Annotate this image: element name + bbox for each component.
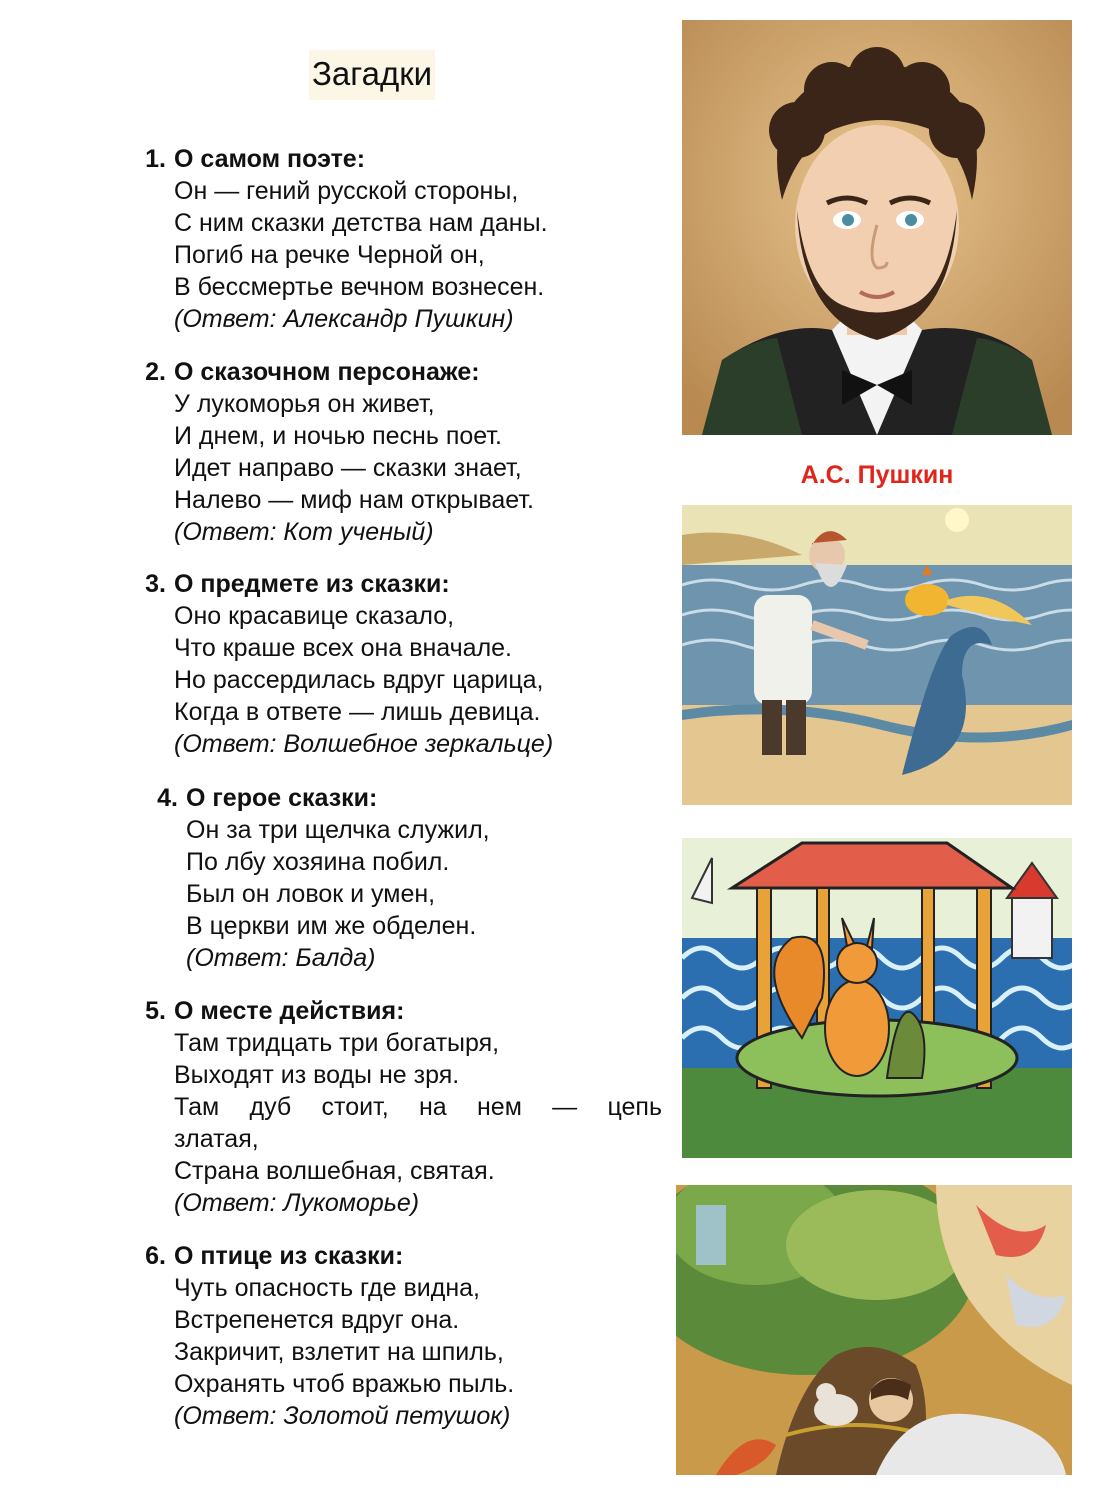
riddle-line: Оно красавице сказало, [174, 602, 455, 630]
riddle-line: Идет направо — сказки знает, [174, 454, 522, 482]
riddle-line: Он — гений русской стороны, [174, 177, 519, 205]
riddle-answer: (Ответ: Балда) [186, 944, 376, 972]
riddle-answer: (Ответ: Кот ученый) [174, 518, 434, 546]
riddle-line: В бессмертье вечном вознесен. [174, 273, 545, 301]
riddle-line: Страна волшебная, святая. [174, 1157, 495, 1185]
riddle-answer: (Ответ: Лукоморье) [174, 1189, 420, 1217]
riddle-heading: О месте действия: [174, 997, 405, 1025]
riddle-line: Когда в ответе — лишь девица. [174, 698, 541, 726]
riddle-line: Погиб на речке Черной он, [174, 241, 485, 269]
riddle-2 [145, 356, 714, 548]
riddle-4 [157, 782, 726, 974]
riddle-answer: (Ответ: Александр Пушкин) [174, 305, 514, 333]
riddle-number: 5. [145, 997, 166, 1025]
riddle-heading: О птице из сказки: [174, 1242, 404, 1270]
riddle-line: Закричит, взлетит на шпиль, [174, 1338, 504, 1366]
page-title: Загадки [309, 50, 435, 100]
riddle-3 [145, 568, 714, 760]
riddle-line: Но рассердилась вдруг царица, [174, 666, 544, 694]
goldfish-illustration [682, 505, 1072, 805]
riddle-line: златая, [174, 1125, 259, 1153]
portrait-caption: А.С. Пушкин [800, 461, 954, 489]
riddle-heading: О герое сказки: [186, 784, 378, 812]
pushkin-portrait [682, 20, 1072, 435]
riddle-number: 6. [145, 1242, 166, 1270]
riddle-number: 4. [157, 784, 178, 812]
riddle-line: С ним сказки детства нам даны. [174, 209, 548, 237]
riddle-line: По лбу хозяина побил. [186, 848, 450, 876]
riddle-number: 2. [145, 358, 166, 386]
riddle-1 [145, 143, 714, 335]
riddle-number: 1. [145, 145, 166, 173]
riddle-line: Там тридцать три богатыря, [174, 1029, 500, 1057]
riddle-5 [145, 995, 714, 1219]
riddle-number: 3. [145, 570, 166, 598]
riddle-line: Что краше всех она вначале. [174, 634, 513, 662]
riddle-line: В церкви им же обделен. [186, 912, 477, 940]
lukomorye-illustration [676, 1185, 1072, 1475]
riddle-line: У лукоморья он живет, [174, 390, 435, 418]
riddle-line: Он за три щелчка служил, [186, 816, 490, 844]
riddle-line: Налево — миф нам открывает. [174, 486, 534, 514]
riddle-heading: О предмете из сказки: [174, 570, 450, 598]
riddle-heading: О сказочном персонаже: [174, 358, 480, 386]
riddle-line: Выходят из воды не зря. [174, 1061, 460, 1089]
riddle-line: Был он ловок и умен, [186, 880, 436, 908]
riddle-line: Там дуб стоит, на нем — цепь [174, 1093, 662, 1121]
riddle-line: И днем, и ночью песнь поет. [174, 422, 502, 450]
riddle-answer: (Ответ: Волшебное зеркальце) [174, 730, 554, 758]
riddle-line: Чуть опасность где видна, [174, 1274, 480, 1302]
riddle-6 [145, 1240, 714, 1432]
riddle-line: Охранять чтоб вражью пыль. [174, 1370, 515, 1398]
riddle-heading: О самом поэте: [174, 145, 366, 173]
riddle-answer: (Ответ: Золотой петушок) [174, 1402, 511, 1430]
riddle-line: Встрепенется вдруг она. [174, 1306, 460, 1334]
squirrel-illustration [682, 838, 1072, 1158]
